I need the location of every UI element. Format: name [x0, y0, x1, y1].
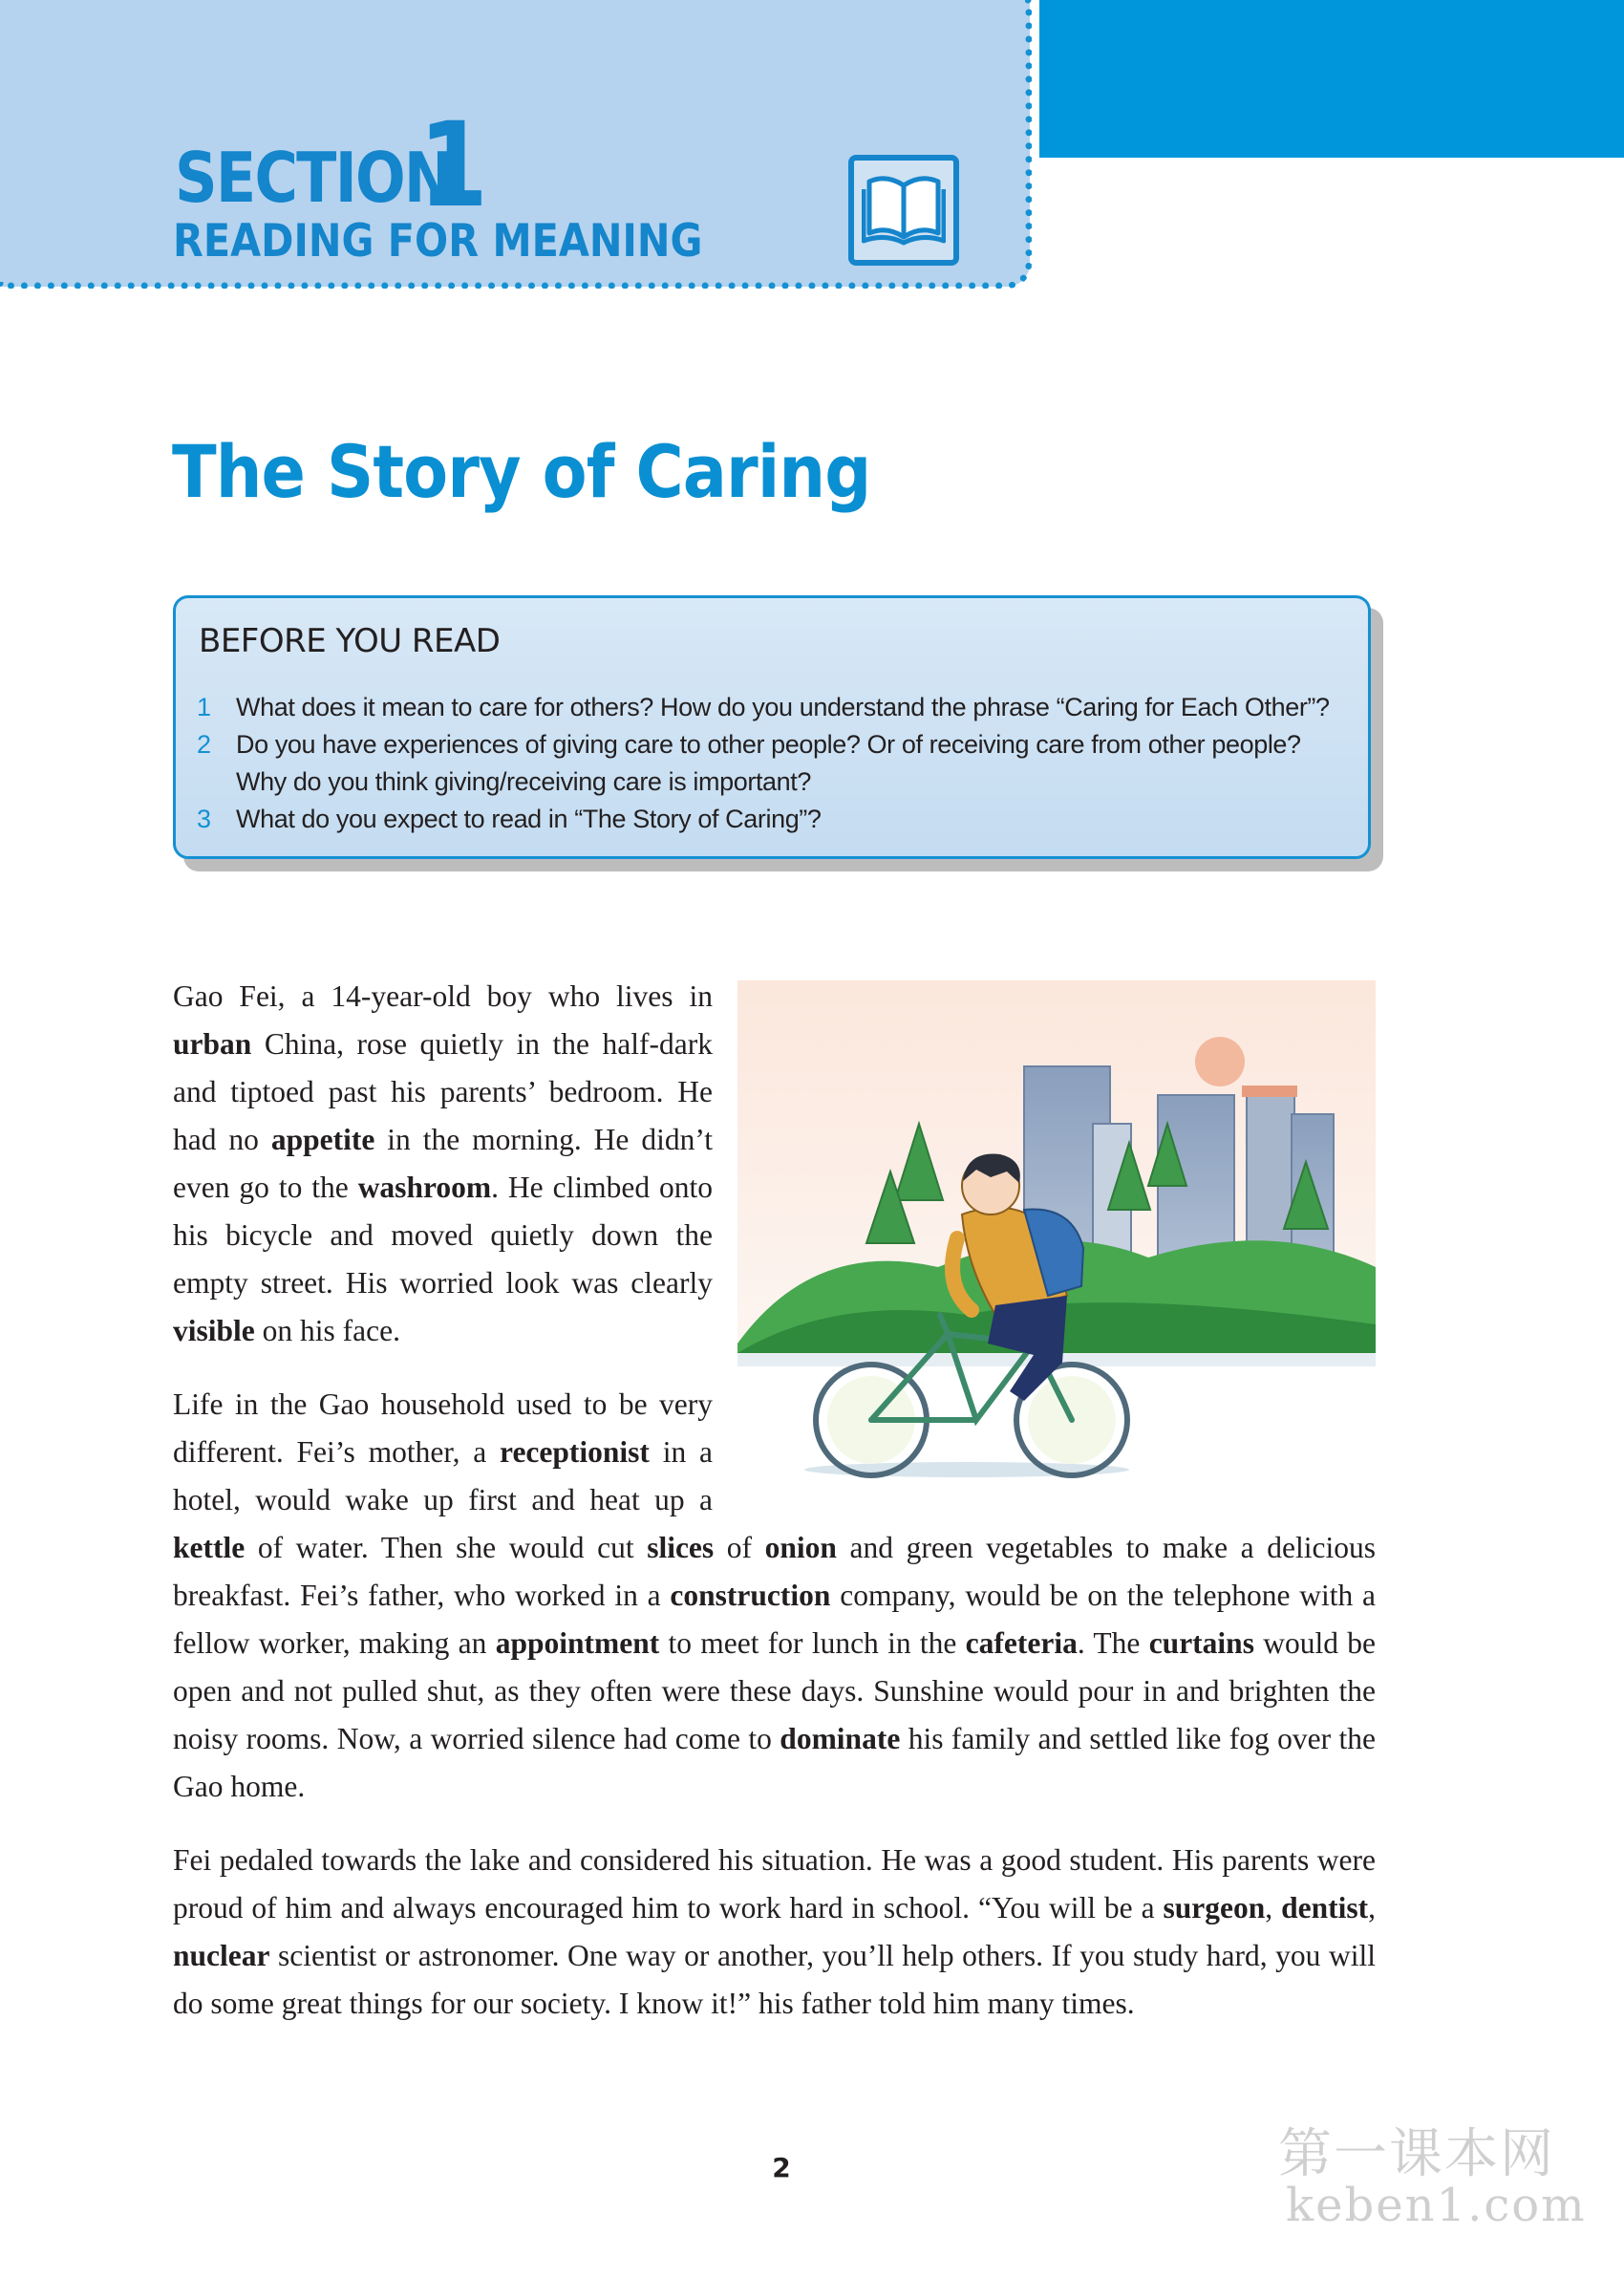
text-run: his family and settled like fog over the Gao home.: [173, 1722, 1376, 1803]
text-run: of water. Then she would cut: [245, 1531, 648, 1564]
watermark-en: keben1.com: [1286, 2179, 1587, 2232]
vocabulary-word: construction: [670, 1579, 831, 1612]
vocabulary-word: urban: [173, 1027, 252, 1061]
section-subtitle: READING FOR MEANING: [173, 215, 703, 268]
question-number: 3: [197, 805, 211, 833]
vocabulary-word: nuclear: [173, 1939, 270, 1972]
before-you-read-list: [197, 689, 1343, 838]
vocabulary-word: washroom: [357, 1171, 492, 1204]
boy-riding-bicycle-illustration: [737, 980, 1376, 1485]
text-run: . He climbed onto his bicycle and moved quietly down the empty street. His worried look was clearly: [173, 1171, 713, 1300]
text-run: China, rose quietly in the half-dark and tiptoed past his parents’ bedroom. He had no: [173, 1027, 713, 1156]
vocabulary-word: appointment: [495, 1626, 660, 1660]
page-number: 2: [772, 2152, 791, 2183]
vocabulary-word: receptionist: [500, 1435, 650, 1469]
vocabulary-word: surgeon: [1163, 1891, 1266, 1924]
question-text: What does it mean to care for others? How do you understand the phrase “Caring for Each Other”?: [236, 693, 1330, 721]
text-run: . The: [1077, 1626, 1149, 1660]
text-run: to meet for lunch in the: [659, 1626, 966, 1660]
text-run: in the morning. He didn’t even go to the: [173, 1123, 713, 1204]
header-accent-bar: [1039, 0, 1624, 158]
text-run: ,: [1368, 1891, 1377, 1924]
text-run: ,: [1265, 1891, 1282, 1924]
text-run: Life in the Gao household used to be very different. Fei’s mother, a: [173, 1387, 713, 1469]
text-run: Gao Fei, a 14-year-old boy who lives in: [173, 979, 713, 1013]
vocabulary-word: visible: [173, 1314, 255, 1347]
vocabulary-word: cafeteria: [965, 1626, 1078, 1660]
text-run: would be open and not pulled shut, as they often were these days. Sunshine would pour in and brighten the noisy rooms. Now, a worried silence had come to: [173, 1626, 1377, 1755]
vocabulary-word: kettle: [173, 1531, 246, 1564]
text-run: Fei pedaled towards the lake and considered his situation. He was a good student. His parents were proud of him and always encouraged him to work hard in school. “You will be a: [173, 1843, 1376, 1924]
text-run: of: [714, 1531, 765, 1564]
question-number: 2: [197, 730, 211, 759]
question-item: [197, 726, 1343, 801]
section-number: 1: [418, 97, 489, 233]
before-you-read-heading: BEFORE YOU READ: [199, 622, 501, 660]
text-run: in a hotel, would wake up first and heat up a: [173, 1435, 714, 1516]
question-text: What do you expect to read in “The Story of Caring”?: [236, 805, 822, 833]
open-book-icon: [848, 155, 959, 266]
vocabulary-word: onion: [764, 1531, 837, 1564]
story-body: [173, 973, 1376, 2053]
story-title: The Story of Caring: [172, 429, 871, 514]
section-label: SECTION: [175, 138, 453, 218]
watermark-cn: 第一课本网: [1278, 2123, 1555, 2185]
vocabulary-word: dentist: [1281, 1891, 1369, 1924]
text-run: scientist or astronomer. One way or another, you’ll help others. If you study hard, you will do some great things for our society. I know it!” his father told him many times.: [173, 1939, 1376, 2020]
vocabulary-word: curtains: [1148, 1626, 1254, 1660]
vocabulary-word: dominate: [780, 1722, 901, 1755]
text-run: on his face.: [254, 1314, 400, 1347]
question-text: Do you have experiences of giving care to other people? Or of receiving care from other people? Why do you think giving/receiving care is important?: [236, 730, 1301, 796]
question-number: 1: [197, 693, 211, 721]
paragraph: [173, 1837, 1376, 2028]
vocabulary-word: slices: [647, 1531, 715, 1564]
text-run: and green vegetables to make a delicious breakfast. Fei’s father, who worked in a: [173, 1531, 1376, 1612]
vocabulary-word: appetite: [270, 1123, 375, 1156]
question-item: [197, 689, 1343, 726]
question-item: [197, 801, 1343, 838]
text-run: company, would be on the telephone with a fellow worker, making an: [173, 1579, 1377, 1660]
before-you-read-box: [173, 595, 1371, 859]
